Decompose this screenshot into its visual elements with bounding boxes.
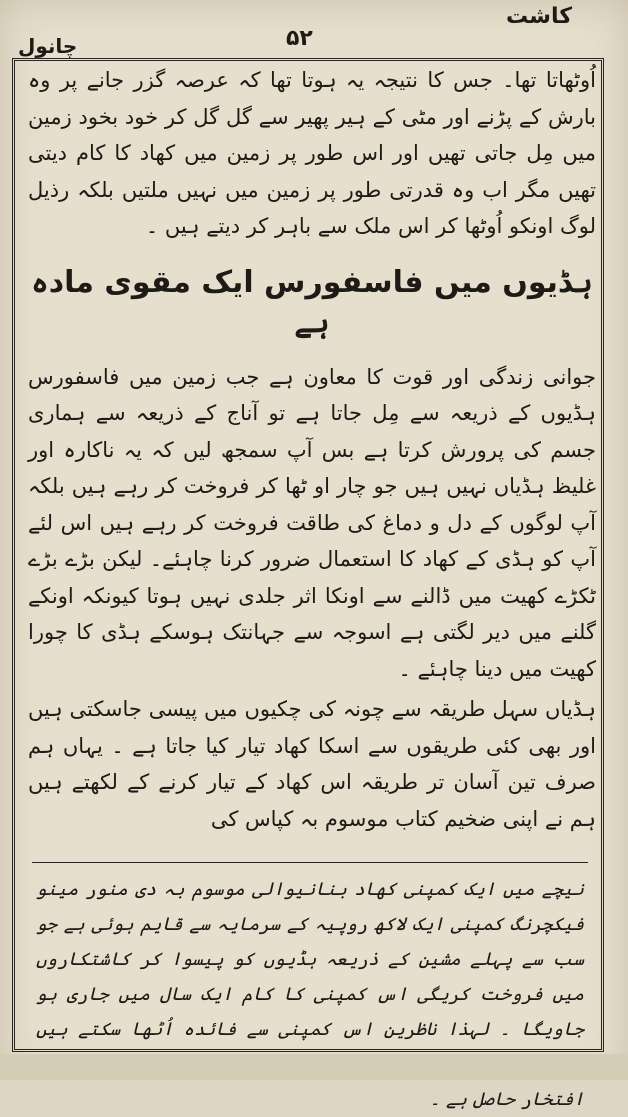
- page-bottom-edge: [0, 1054, 628, 1080]
- main-text: [28, 62, 596, 837]
- chapter-title: چانول: [18, 34, 78, 58]
- paragraph-3: ہڈیاں سہل طریقہ سے چونہ کی چکیوں میں پیسی جاسکتی ہیں اور بھی کئی طریقوں سے اسکا کھاد تیار کیا جاتا ہے ۔ یہاں ہم صرف تین آسان تر طریقہ اس کھاد کے تیار کرنے کے لکھتے ہیں ہم نے اپنی ضخیم کتاب موسوم بہ کپاس کی: [28, 697, 596, 831]
- footnote-divider: [32, 862, 588, 863]
- footnote: نیچے میں ایک کمپنی کھاد بنانیوالی موسوم بہ دی منور مینو فیکچرنگ کمپنی ایک لاکھ روپیہ کے سرمایہ سے قایم ہوئی ہے جو سب سے پہلے مشین کے ذریعہ ہڈیوں کو پیسوا کر کاشتکاروں میں فروخت کریگی اس کمپنی کا کام ایک سال میں جاری ہو جاویگا ۔ لہذا ناظرین اس کمپنی سے فائدہ اُٹھا سکتے ہیں افتخار حاصل ہے ۔: [36, 879, 584, 1110]
- paragraph-2: جوانی زندگی اور قوت کا معاون ہے جب زمین میں فاسفورس ہڈیوں کے ذریعہ سے مِل جاتا ہے تو آناج کے ذریعہ سے ہماری جسم کی پرورش کرتا ہے بس آپ سمجھ لیں کہ یہ ناکارہ اور غلیظ ہڈیاں نہیں ہیں جو چار او ٹھا کر فروخت کر رہے ہیں بلکہ آپ لوگوں کے دل و دماغ کی طاقت فروخت کر رہے ہیں اس لئے آپ کو ہڈی کے کھاد کا استعمال ضرور کرنا چاہئے۔ لیکن بڑے بڑے ٹکڑے کھیت میں ڈالنے سے اونکا اثر جلدی نہیں ہوتا کیونکہ اونکے گلنے میں دیر لگتی ہے اسوجہ سے جہانتک ہوسکے ہڈی کا چورا کھیت میں دینا چاہئے ۔: [28, 364, 596, 681]
- paragraph-1: اُوٹھاتا تھا۔ جس کا نتیجہ یہ ہوتا تھا کہ عرصہ گزر جانے پر وہ بارش کے پڑنے اور مٹی کے ہیر پھیر سے گل گل کر خود بخود زمین میں مِل جاتی تھیں اور اس طور پر زمین میں کھاد کا کام دیتی تھیں مگر اب وہ قدرتی طور پر زمین میں نہیں ملتیں بلکہ رذیل لوگ اونکو اُوٹھا کر اس ملک سے باہر کر دیتے ہیں ۔: [28, 68, 596, 238]
- book-title: کاشت: [506, 4, 572, 29]
- page-number: ۵۲: [286, 26, 313, 51]
- running-head: [0, 0, 628, 60]
- section-heading: ہڈیوں میں فاسفورس ایک مقوی مادہ ہے: [31, 264, 593, 340]
